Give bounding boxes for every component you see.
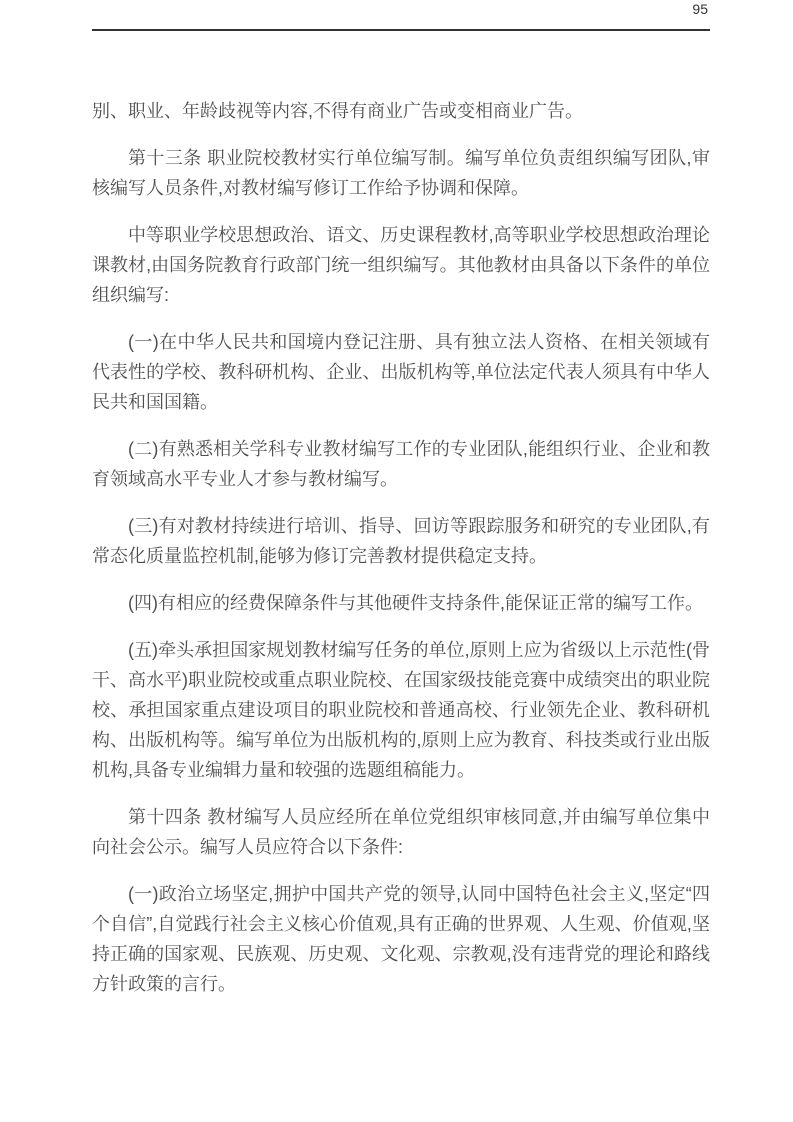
page-number: 95 — [692, 1, 708, 17]
document-body — [92, 96, 710, 1016]
paragraph: 第十三条 职业院校教材实行单位编写制。编写单位负责组织编写团队,审核编写人员条件,对教材编写修订工作给予协调和保障。 — [92, 148, 710, 198]
paragraph: 别、职业、年龄歧视等内容,不得有商业广告或变相商业广告。 — [92, 101, 583, 121]
paragraph: (一)在中华人民共和国境内登记注册、具有独立法人资格、在相关领域有代表性的学校、教科研机构、企业、出版机构等,单位法定代表人须具有中华人民共和国国籍。 — [92, 332, 710, 412]
paragraph: 第十四条 教材编写人员应经所在单位党组织审核同意,并由编写单位集中向社会公示。编写人员应符合以下条件: — [92, 807, 710, 857]
header-rule — [92, 29, 710, 31]
paragraph: (五)牵头承担国家规划教材编写任务的单位,原则上应为省级以上示范性(骨干、高水平)职业院校或重点职业院校、在国家级技能竞赛中成绩突出的职业院校、承担国家重点建设项目的职业院校和普通高校、行业领先企业、教科研机构、出版机构等。编写单位为出版机构的,原则上应为教育、科技类或行业出版机构,具备专业编辑力量和较强的选题组稿能力。 — [92, 640, 710, 780]
paragraph: (四)有相应的经费保障条件与其他硬件支持条件,能保证正常的编写工作。 — [128, 593, 703, 613]
paragraph: (二)有熟悉相关学科专业教材编写工作的专业团队,能组织行业、企业和教育领域高水平专业人才参与教材编写。 — [92, 439, 710, 489]
paragraph: (三)有对教材持续进行培训、指导、回访等跟踪服务和研究的专业团队,有常态化质量监控机制,能够为修订完善教材提供稳定支持。 — [92, 516, 710, 566]
paragraph: (一)政治立场坚定,拥护中国共产党的领导,认同中国特色社会主义,坚定“四个自信”,自觉践行社会主义核心价值观,具有正确的世界观、人生观、价值观,坚持正确的国家观、民族观、历史观、文化观、宗教观,没有违背党的理论和路线方针政策的言行。 — [92, 884, 710, 994]
page-header — [92, 0, 710, 31]
paragraph: 中等职业学校思想政治、语文、历史课程教材,高等职业学校思想政治理论课教材,由国务院教育行政部门统一组织编写。其他教材由具备以下条件的单位组织编写: — [92, 225, 710, 305]
